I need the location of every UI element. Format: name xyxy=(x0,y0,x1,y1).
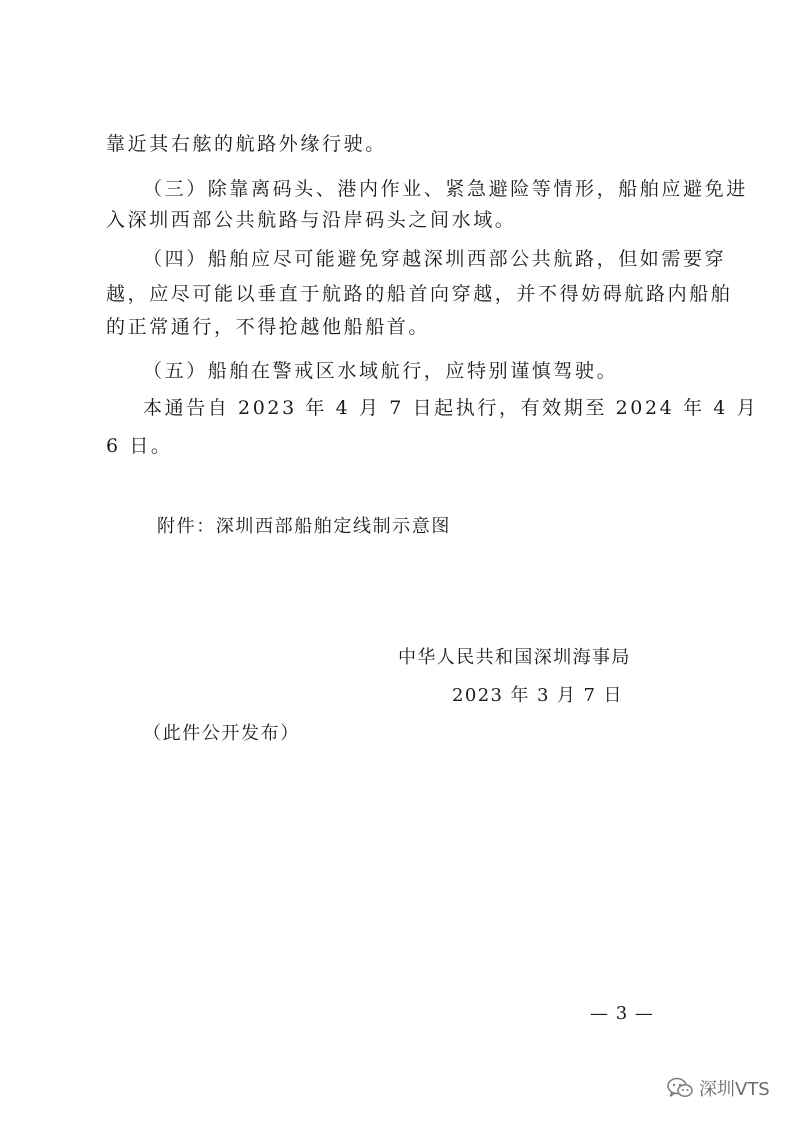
wechat-watermark xyxy=(666,1075,770,1101)
issuer-name: 中华人民共和国深圳海事局 xyxy=(398,647,631,668)
page-number: — 3 — xyxy=(590,1003,654,1024)
body-line-5: 越，应尽可能以垂直于航路的船首向穿越，并不得妨碍航路内船舶 xyxy=(106,283,733,305)
body-line-2: （三）除靠离码头、港内作业、紧急避险等情形，船舶应避免进 xyxy=(143,178,748,200)
body-line-6: 的正常通行，不得抢越他船船首。 xyxy=(106,316,431,338)
body-line-1: 靠近其右舷的航路外缘行驶。 xyxy=(106,133,387,155)
attachment-note: 附件：深圳西部船舶定线制示意图 xyxy=(157,516,451,537)
body-line-4: （四）船舶应尽可能避免穿越深圳西部公共航路，但如需要穿 xyxy=(143,248,727,270)
wechat-icon xyxy=(666,1077,694,1099)
body-line-3: 入深圳西部公共航路与沿岸码头之间水域。 xyxy=(106,209,517,231)
body-line-8: 本通告自 2023 年 4 月 7 日起执行，有效期至 2024 年 4 月 xyxy=(143,397,759,419)
watermark-text: 深圳VTS xyxy=(699,1079,770,1100)
issue-date: 2023 年 3 月 7 日 xyxy=(452,685,623,706)
public-release-note: （此件公开发布） xyxy=(143,723,300,744)
body-line-7: （五）船舶在警戒区水域航行，应特别谨慎驾驶。 xyxy=(143,360,619,382)
body-line-9: 6 日。 xyxy=(106,435,173,457)
